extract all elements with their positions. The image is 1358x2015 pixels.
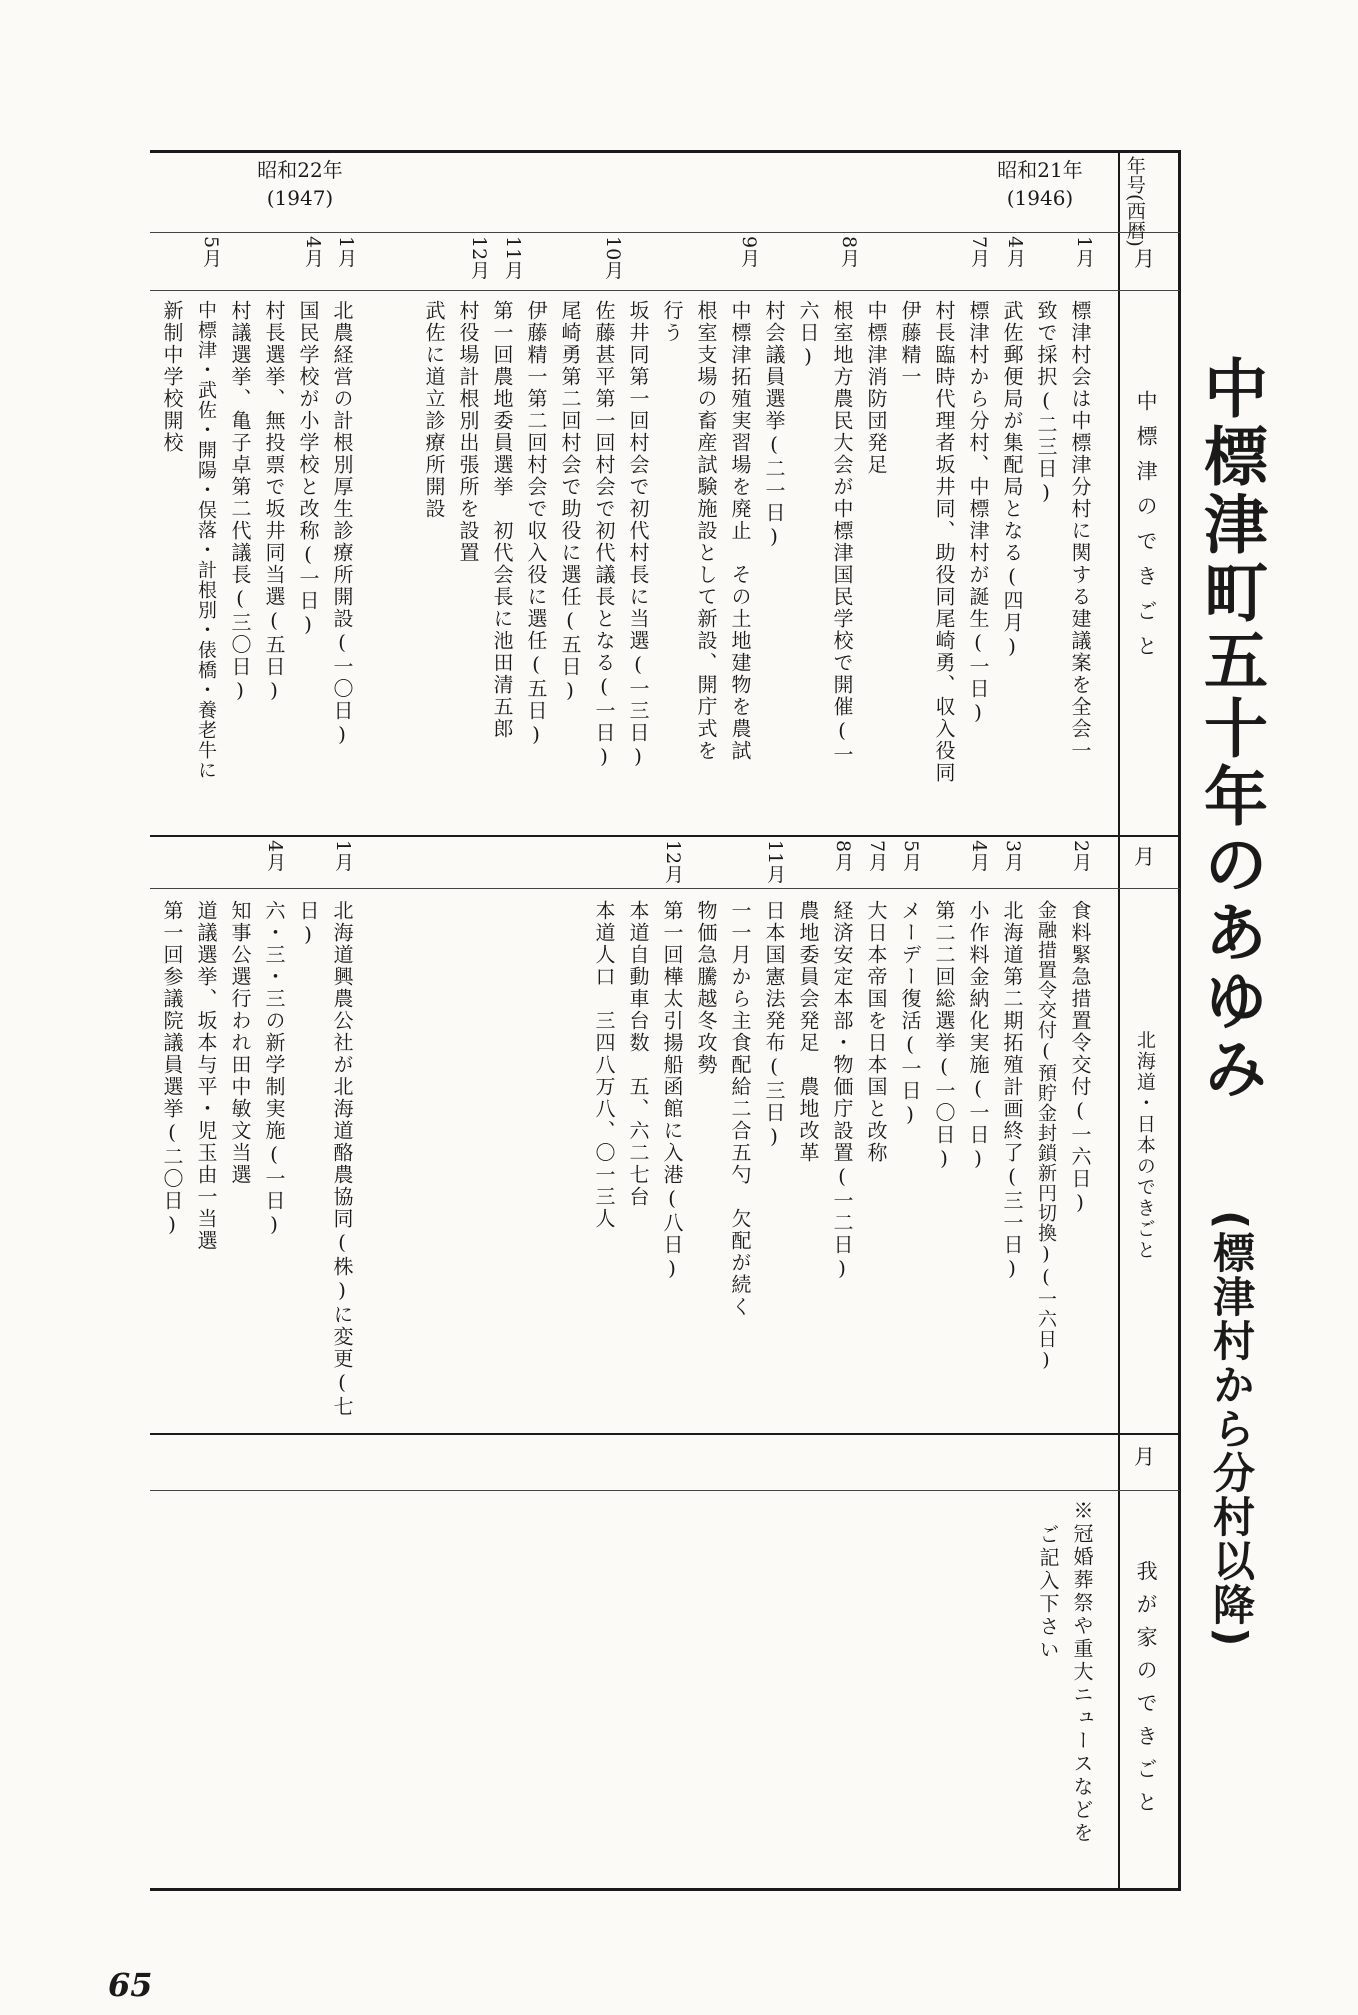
town-event-line: 村議選挙、亀子卓第二代議長(三〇日)	[228, 300, 252, 704]
hokkaido-event-line: メーデー復活(一日)	[898, 900, 922, 1128]
town-month: 8月	[837, 236, 860, 268]
hokkaido-event-line: 大日本帝国を日本国と改称	[864, 900, 888, 1164]
hokkaido-event-line: 経済安定本部・物価庁設置(一二日)	[830, 900, 854, 1282]
town-event-line: 佐藤甚平第一回村会で初代議長となる(一日)	[592, 300, 616, 770]
page-title: 中標津町五十年のあゆみ	[1193, 355, 1267, 1103]
town-month: 10月	[601, 236, 624, 280]
family-note-line: ※冠婚葬祭や重大ニュースなどを	[1070, 1500, 1094, 1845]
family-note-line: ご記入下さい	[1036, 1524, 1060, 1662]
page-subtitle: (標津村から分村以降)	[1207, 1210, 1256, 1649]
hokkaido-event-line: 食料緊急措置令交付(一六日)	[1068, 900, 1092, 1216]
hokkaido-month: 5月	[899, 840, 922, 872]
hokkaido-month: 4月	[263, 840, 286, 872]
town-event-line: 中標津拓殖実習場を廃止 その土地建物を農試	[728, 300, 752, 762]
town-event-line: 伊藤精一	[898, 300, 922, 388]
hokkaido-event-line: 知事公選行われ田中敏文当選	[228, 900, 252, 1186]
month-row-divider-3	[150, 1490, 1180, 1491]
town-event-line: 伊藤精一第二回村会で収入役に選任(五日)	[524, 300, 548, 748]
western-year: (1946)	[1006, 186, 1074, 210]
month-header-1: 月	[1134, 247, 1155, 271]
hokkaido-event-line: 第一回樺太引揚船函館に入港(八日)	[660, 900, 684, 1282]
town-event-line: 行う	[660, 300, 684, 344]
town-month: 12月	[467, 236, 490, 280]
section-header-hokkaido: 北海道・日本のできごと	[1133, 1030, 1156, 1261]
hokkaido-event-line: 物価急騰越冬攻勢	[694, 900, 718, 1076]
hokkaido-event-line: 六・三・三の新学制実施(一日)	[262, 900, 286, 1238]
year-row-divider	[150, 232, 1180, 233]
town-month: 5月	[199, 236, 222, 268]
month-row-divider-1	[150, 290, 1180, 291]
section-divider-2	[150, 1433, 1180, 1435]
town-event-line: 北農経営の計根別厚生診療所開設(一〇日)	[330, 300, 354, 748]
town-event-line: 根室地方農民大会が中標津国民学校で開催(一	[830, 300, 854, 766]
town-event-line: 村長選挙、無投票で坂井同当選(五日)	[262, 300, 286, 704]
year-1946	[980, 156, 1100, 212]
hokkaido-event-line: 北海道第二期拓殖計画終了(三一日)	[1000, 900, 1024, 1282]
hokkaido-event-line: 本道自動車台数 五、六二七台	[626, 900, 650, 1208]
era-label: 昭和22年	[257, 158, 343, 182]
hokkaido-event-line: 北海道興農公社が北海道酪農協同(株)に変更(七	[330, 900, 354, 1418]
town-event-line: 致で採択(二三日)	[1034, 300, 1058, 506]
town-event-line: 根室支場の畜産試験施設として新設、開庁式を	[694, 300, 718, 762]
town-event-line: 標津村会は中標津分村に関する建議案を全会一	[1068, 300, 1092, 762]
section-header-family: 我が家のできごと	[1134, 1560, 1159, 1824]
hokkaido-month: 7月	[865, 840, 888, 872]
hokkaido-event-line: 第二二回総選挙(一〇日)	[932, 900, 956, 1172]
town-event-line: 第一回農地委員選挙 初代会長に池田清五郎	[490, 300, 514, 740]
town-event-line: 武佐郵便局が集配局となる(四月)	[1000, 300, 1024, 660]
hokkaido-month: 2月	[1069, 840, 1092, 872]
table-bottom-border	[150, 1888, 1180, 1891]
page-number: 65	[108, 1966, 153, 2004]
hokkaido-event-line: 小作料金納化実施(一日)	[966, 900, 990, 1172]
town-event-line: 武佐に道立診療所開設	[422, 300, 446, 520]
hokkaido-month: 3月	[1001, 840, 1024, 872]
table-right-border	[1178, 150, 1181, 1891]
hokkaido-event-line: 日)	[296, 900, 320, 948]
hokkaido-event-line: 一一月から主食配給二合五勺 欠配が続く	[728, 900, 752, 1318]
month-header-2: 月	[1134, 845, 1155, 869]
town-month: 4月	[301, 236, 324, 268]
town-event-line: 村役場計根別出張所を設置	[456, 300, 480, 564]
hokkaido-event-line: 金融措置令交付(預貯金封鎖新円切換)(一六日)	[1035, 900, 1057, 1372]
hokkaido-month: 12月	[661, 840, 684, 884]
hokkaido-month: 11月	[763, 840, 786, 884]
town-event-line: 新制中学校開校	[160, 300, 184, 454]
table-top-border	[150, 150, 1180, 153]
town-event-line: 国民学校が小学校と改称(一日)	[296, 300, 320, 638]
town-month: 7月	[967, 236, 990, 268]
town-event-line: 村会議員選挙(二一日)	[762, 300, 786, 550]
hokkaido-event-line: 本道人口 三四八万八、〇一三人	[592, 900, 616, 1230]
hokkaido-month: 1月	[331, 840, 354, 872]
hokkaido-event-line: 農地委員会発足 農地改革	[796, 900, 820, 1164]
hokkaido-month: 4月	[967, 840, 990, 872]
town-event-line: 中標津・武佐・開陽・俣落・計根別・俵橋・養老牛に	[195, 300, 217, 780]
town-event-line: 尾崎勇第二回村会で助役に選任(五日)	[558, 300, 582, 704]
town-month: 1月	[1072, 236, 1095, 268]
hokkaido-event-line: 第一回参議院議員選挙(二〇日)	[160, 900, 184, 1238]
section-header-town: 中標津のできごと	[1134, 390, 1159, 670]
header-column-divider	[1118, 150, 1120, 1891]
town-month: 11月	[501, 236, 524, 280]
section-divider-1	[150, 835, 1180, 837]
town-event-line: 六日)	[796, 300, 820, 370]
western-year: (1947)	[266, 186, 334, 210]
year-1947	[240, 156, 360, 212]
hokkaido-event-line: 道議選挙、坂本与平・児玉由一当選	[194, 900, 218, 1252]
town-event-line: 標津村から分村、中標津村が誕生(一日)	[966, 300, 990, 726]
hokkaido-month: 8月	[831, 840, 854, 872]
town-event-line: 村長臨時代理者坂井同、助役同尾崎勇、収入役同	[932, 300, 956, 784]
year-header-label: 年号(西暦)	[1123, 156, 1146, 247]
town-month: 9月	[737, 236, 760, 268]
town-month: 4月	[1003, 236, 1026, 268]
town-month: 1月	[334, 236, 357, 268]
month-header-3: 月	[1134, 1445, 1155, 1469]
town-event-line: 中標津消防団発足	[864, 300, 888, 476]
month-row-divider-2	[150, 888, 1180, 889]
era-label: 昭和21年	[997, 158, 1083, 182]
hokkaido-event-line: 日本国憲法発布(三日)	[762, 900, 786, 1150]
town-event-line: 坂井同第一回村会で初代村長に当選(一三日)	[626, 300, 650, 770]
